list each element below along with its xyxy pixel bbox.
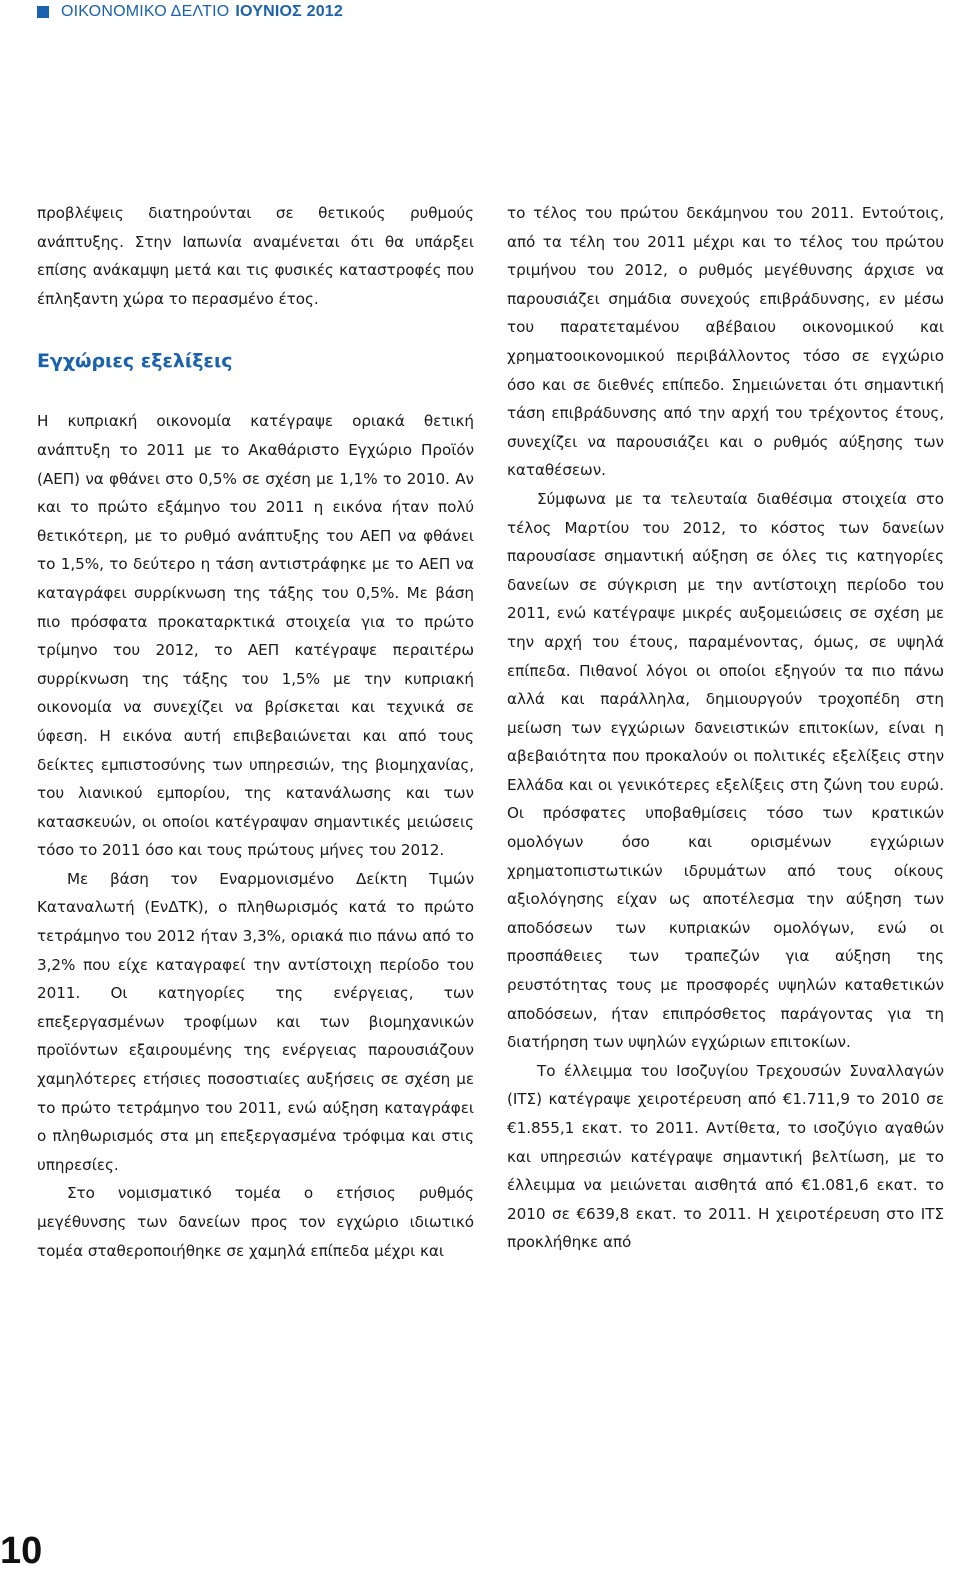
running-header: [37, 2, 343, 22]
right-paragraph-1: το τέλος του πρώτου δεκάμηνου του 2011. Εντούτοις, από τα τέλη του 2011 μέχρι και το τέλος του πρώτου τριμήνου του 2012, ο ρυθμός μεγέθυνσης άρχισε να παρουσιάζει σημάδια συνεχούς επιβράδυνσης, εν μέσω του παρατεταμένου αβέβαιου οικονομικού και χρηματοοικονομικού περιβάλλοντος τόσο σε εγχώριο όσο και σε διεθνές επίπεδο. Σημειώνεται ότι σημαντική τάση επιβράδυνσης από την αρχή του τρέχοντος έτους, συνεχίζει να παρουσιάζει και ο ρυθμός αύξησης των καταθέσεων.: [507, 204, 944, 480]
left-paragraph-3: Στο νομισματικό τομέα ο ετήσιος ρυθμός μεγέθυνσης των δανείων προς τον εγχώριο ιδιωτικό τομέα σταθεροποιήθηκε σε χαμηλά επίπεδα μέχρι και: [37, 1184, 474, 1260]
left-column: [37, 199, 474, 1265]
section-title: Εγχώριες εξελίξεις: [37, 350, 233, 373]
issue-date: ΙΟΥΝΙΟΣ 2012: [235, 3, 344, 20]
header-square-icon: [37, 6, 49, 18]
left-paragraph-1: Η κυπριακή οικονομία κατέγραψε οριακά θετική ανάπτυξη το 2011 με το Ακαθάριστο Εγχώριο Προϊόν (ΑΕΠ) να φθάνει στο 0,5% σε σχέση με 1,1% το 2010. Αν και το πρώτο εξάμηνο του 2011 η εικόνα ήταν πολύ θετικότερη, με το ρυθμό ανάπτυξης του ΑΕΠ να φθάνει το 1,5%, το δεύτερο η τάση αντιστράφηκε με το ΑΕΠ να καταγράφει συρρίκνωση της τάξης του 0,5%. Με βάση πιο πρόσφατα προκαταρκτικά στοιχεία για το πρώτο τρίμηνο του 2012, το ΑΕΠ κατέγραψε περαιτέρω συρρίκνωση της τάξης του 1,5% με την κυπριακή οικονομία να συνεχίζει να βρίσκεται και τεχνικά σε ύφεση. Η εικόνα αυτή επιβεβαιώνεται και από τους δείκτες εμπιστοσύνης των υπηρεσιών, της βιομηχανίας, του λιανικού εμπορίου, της κατανάλωσης και των κατασκευών, οι οποίοι κατέγραψαν σημαντικές μειώσεις τόσο το 2011 όσο και τους πρώτους μήνες του 2012.: [37, 412, 474, 860]
left-paragraph-2: Με βάση τον Εναρμονισμένο Δείκτη Τιμών Καταναλωτή (ΕνΔΤΚ), ο πληθωρισμός κατά το πρώτο τετράμηνο του 2012 ήταν 3,3%, οριακά πιο πάνω από το 3,2% που είχε καταγραφεί την αντίστοιχη περίοδο του 2011. Οι κατηγορίες της ενέργειας, των επεξεργασμένων τροφίμων και των βιομηχανικών προϊόντων εξαιρουμένης της ενέργειας παρουσιάζουν χαμηλότερες ετήσιες ποσοστιαίες αυξήσεις σε σχέση με το πρώτο τετράμηνο του 2011, ενώ αύξηση καταγράφει ο πληθωρισμός στα μη επεξεργασμένα τρόφιμα και στις υπηρεσίες.: [37, 869, 474, 1174]
page-number: 10: [0, 1530, 43, 1572]
intro-paragraph: προβλέψεις διατηρούνται σε θετικούς ρυθμούς ανάπτυξης. Στην Ιαπωνία αναμένεται ότι θα υπάρξει επίσης ανάκαμψη μετά και τις φυσικές καταστροφές που έπληξαντη χώρα το περασμένο έτος.: [37, 204, 474, 308]
publication-name: ΟΙΚΟΝΟΜΙΚΟ ΔΕΛΤΙΟ: [61, 3, 230, 20]
right-column: [507, 199, 944, 1257]
right-paragraph-3: Το έλλειμμα του Ισοζυγίου Τρεχουσών Συναλλαγών (ΙΤΣ) κατέγραψε χειροτέρευση από €1.711,9 το 2010 σε €1.855,1 εκατ. το 2011. Αντίθετα, το ισοζύγιο αγαθών και υπηρεσιών κατέγραψε σημαντική βελτίωση, με το έλλειμμα να μειώνεται αισθητά από €1.081,6 εκατ. το 2010 σε €639,8 εκατ. το 2011. Η χειροτέρευση στο ΙΤΣ προκλήθηκε από: [507, 1061, 944, 1252]
right-paragraph-2: Σύμφωνα με τα τελευταία διαθέσιμα στοιχεία στο τέλος Μαρτίου του 2012, το κόστος των δανείων παρουσίασε σημαντική αύξηση σε όλες τις κατηγορίες δανείων σε σύγκριση με την αντίστοιχη περίοδο του 2011, ενώ κατέγραψε μικρές αυξομειώσεις σε σχέση με την αρχή του έτους, παραμένοντας, όμως, σε υψηλά επίπεδα. Πιθανοί λόγοι οι οποίοι εξηγούν τα πιο πάνω αλλά και παράλληλα, δημιουργούν τροχοπέδη στη μείωση των εγχώριων δανειστικών επιτοκίων, είναι η αβεβαιότητα που προκαλούν οι πολιτικές εξελίξεις στην Ελλάδα και οι γενικότερες εξελίξεις στη ζώνη του ευρώ. Οι πρόσφατες υποβαθμίσεις τόσο των κρατικών ομολόγων όσο και ορισμένων εγχώριων χρηματοπιστωτικών ιδρυμάτων από τους οίκους αξιολόγησης είχαν ως αποτέλεσμα την αύξηση των αποδόσεων των κυπριακών ομολόγων, ενώ οι προσπάθειες των τραπεζών για αύξηση της ρευστότητας τους με προσφορές υψηλών καταθετικών αποδόσεων, ήταν επιπρόσθετος παράγοντας για τη διατήρηση των υψηλών εγχώριων επιτοκίων.: [507, 489, 944, 1052]
